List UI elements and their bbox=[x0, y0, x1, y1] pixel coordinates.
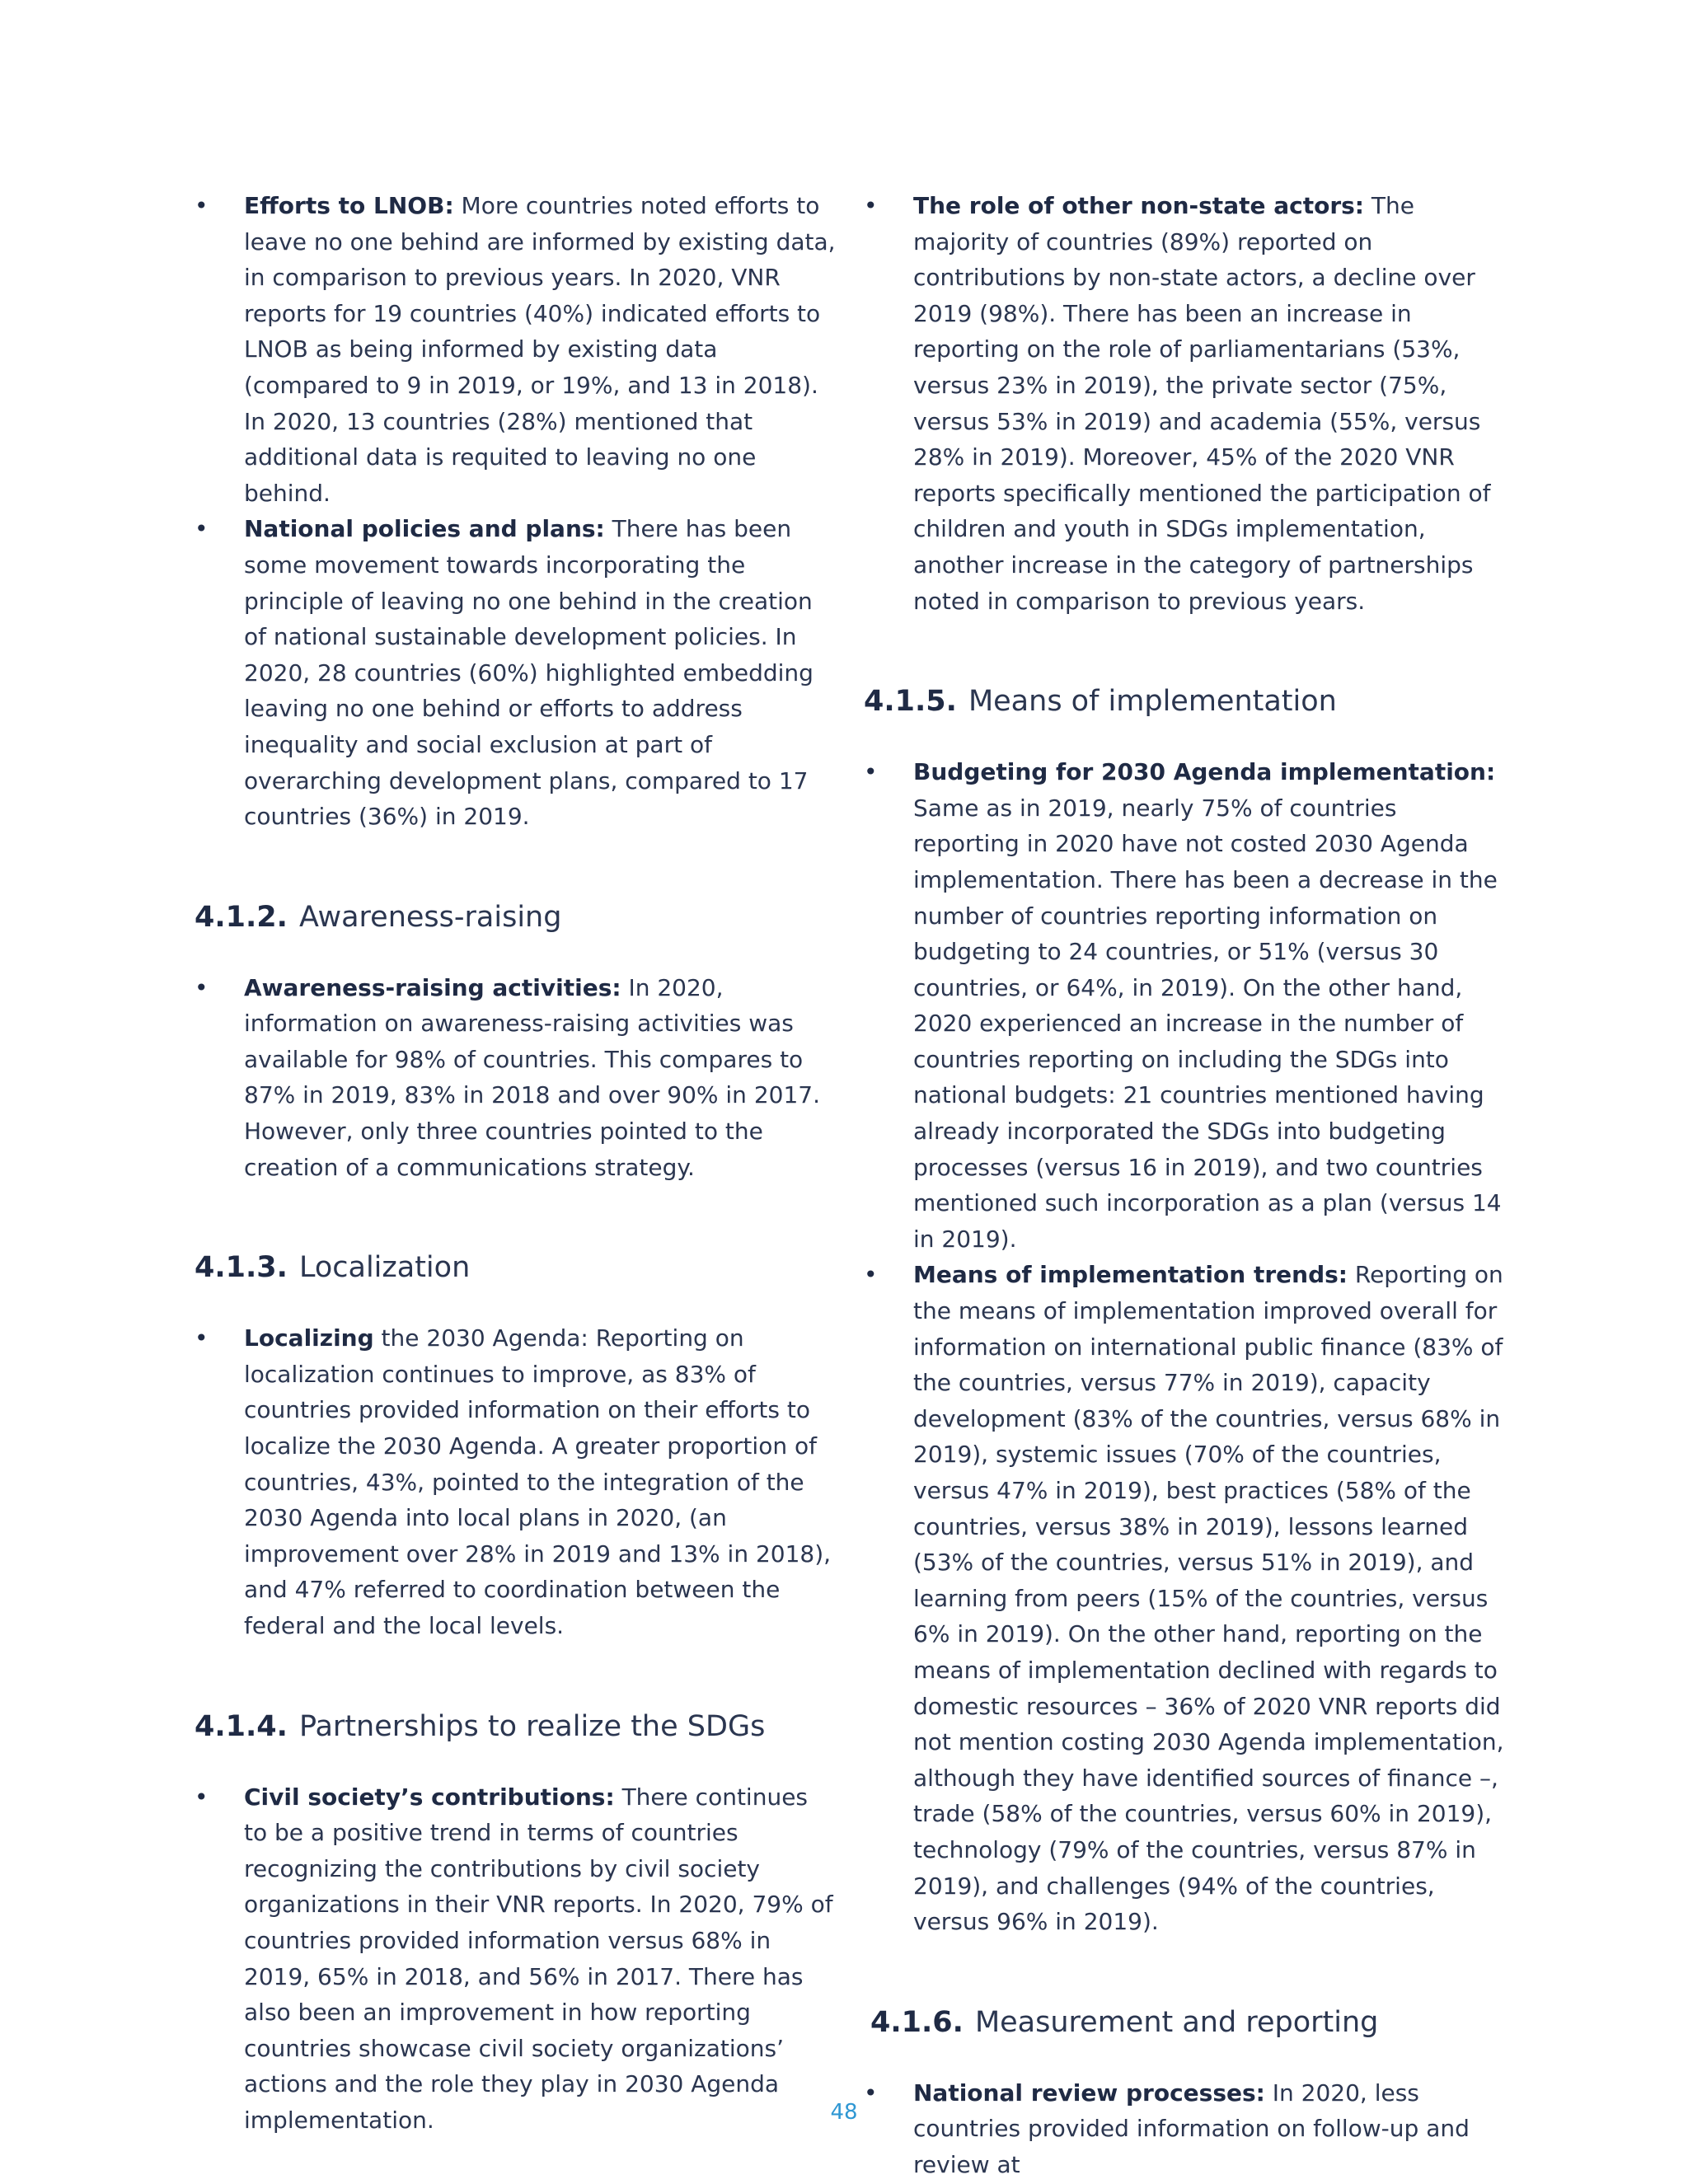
section-number: 4.1.6. bbox=[870, 2005, 964, 2039]
partnerships-list bbox=[195, 1779, 837, 2139]
bullet-text: More countries noted efforts to leave no one behind are informed by existing data, in comparison to previous years. In 2020, VNR reports for 19 countries (40%) indicated efforts to LNOB as being informed by existing data (compared to 9 in 2019, or 19%, and 13 in 2018). In 2020, 13 countries (28%) mentioned that additional data is requited to leaving no one behind. bbox=[244, 192, 836, 507]
bullet-text: Reporting on the means of implementation improved overall for information on international public finance (83% of the countries, versus 77% in 2019), capacity development (83% of the countries, versus 68% in 2019), systemic issues (70% of the countries, versus 47% in 2019), best practices (58% of the countries, versus 38% in 2019), lessons learned (53% of the countries, versus 51% in 2019), and learning from peers (15% of the countries, versus 6% in 2019). On the other hand, reporting on the means of implementation declined with regards to domestic resources – 36% of 2020 VNR reports did not mention costing 2030 Agenda implementation, although they have identified sources of finance –, trade (58% of the countries, versus 60% in 2019), technology (79% of the countries, versus 87% in 2019), and challenges (94% of the countries, versus 96% in 2019). bbox=[913, 1261, 1504, 1936]
bullet-lead: Awareness-raising activities: bbox=[244, 973, 621, 1001]
section-number: 4.1.3. bbox=[195, 1251, 288, 1285]
section-heading-4-1-3 bbox=[195, 1249, 837, 1286]
bullet-marker: • bbox=[195, 1324, 209, 1352]
bullet-text: Same as in 2019, nearly 75% of countries reporting in 2020 have not costed 2030 Agenda implementation. There has been a decrease in the number of countries reporting information on budgeting to 24 countries, or 51% (versus 30 countries, or 64%, in 2019). On the other hand, 2020 experienced an increase in the number of countries reporting on including the SDGs into national budgets: 21 countries mentioned having already incorporated the SDGs into budgeting processes (versus 16 in 2019), and two countries mentioned such incorporation as a plan (versus 14 in 2019). bbox=[913, 794, 1502, 1253]
bullet-lead: National policies and plans: bbox=[244, 515, 605, 543]
bullet-localizing bbox=[195, 1320, 837, 1643]
bullet-awareness-activities bbox=[195, 970, 837, 1186]
bullet-marker: • bbox=[864, 2079, 878, 2107]
localization-list bbox=[195, 1320, 837, 1643]
bullet-text: the 2030 Agenda: Reporting on localization continues to improve, as 83% of countries provided information on their efforts to localize the 2030 Agenda. A greater proportion of countries, 43%, pointed to the integration of the 2030 Agenda into local plans in 2020, (an improvement over 28% in 2019 and 13% in 2018), and 47% referred to coordination between the federal and the local levels. bbox=[244, 1324, 832, 1639]
section-title: Awareness-raising bbox=[298, 900, 562, 934]
bullet-text: The majority of countries (89%) reported on contributions by non-state actors, a decline over 2019 (98%). There has been an increase in reporting on the role of parliamentarians (53%, versus 23% in 2019), the private sector (75%, versus 53% in 2019) and academia (55%, versus 28% in 2019). Moreover, 45% of the 2020 VNR reports specifically mentioned the participation of children and youth in SDGs implementation, another increase in the category of partnerships noted in comparison to previous years. bbox=[913, 192, 1491, 615]
bullet-text: In 2020, information on awareness-raising activities was available for 98% of countries. This compares to 87% in 2019, 83% in 2018 and over 90% in 2017. However, only three countries pointed to the creation of a communications strategy. bbox=[244, 973, 820, 1181]
section-title: Means of implementation bbox=[968, 685, 1337, 719]
measurement-list bbox=[864, 2075, 1507, 2183]
bullet-means-trends bbox=[864, 1257, 1507, 1939]
section-heading-4-1-2 bbox=[195, 899, 837, 935]
section-number: 4.1.2. bbox=[195, 900, 288, 934]
awareness-list bbox=[195, 970, 837, 1186]
left-column bbox=[195, 188, 837, 2139]
bullet-lead: Budgeting for 2030 Agenda implementation: bbox=[913, 758, 1496, 786]
bullet-non-state-actors bbox=[864, 188, 1507, 619]
section-heading-4-1-4 bbox=[195, 1708, 837, 1745]
section-title: Localization bbox=[298, 1251, 471, 1285]
left-intro-list bbox=[195, 188, 837, 835]
bullet-national-review bbox=[864, 2075, 1507, 2183]
bullet-marker: • bbox=[195, 192, 209, 219]
bullet-civil-society bbox=[195, 1779, 837, 2139]
bullet-efforts-lnob bbox=[195, 188, 837, 511]
bullet-marker: • bbox=[195, 515, 209, 543]
section-number: 4.1.4. bbox=[195, 1709, 288, 1743]
section-heading-4-1-5 bbox=[864, 683, 1507, 719]
bullet-lead: National review processes: bbox=[913, 2079, 1265, 2107]
bullet-marker: • bbox=[195, 1783, 209, 1811]
bullet-marker: • bbox=[195, 973, 209, 1001]
section-heading-4-1-6 bbox=[864, 2004, 1507, 2041]
right-intro-list bbox=[864, 188, 1507, 619]
bullet-lead: Efforts to LNOB: bbox=[244, 192, 454, 219]
bullet-marker: • bbox=[864, 192, 878, 219]
bullet-marker: • bbox=[864, 1261, 878, 1289]
bullet-marker: • bbox=[864, 758, 878, 786]
bullet-lead: Localizing bbox=[244, 1324, 374, 1352]
section-title: Measurement and reporting bbox=[974, 2005, 1379, 2039]
bullet-budgeting bbox=[864, 754, 1507, 1257]
bullet-text: There has been some movement towards incorporating the principle of leaving no one behind in the creation of national sustainable development policies. In 2020, 28 countries (60%) highlighted embedding leaving no one behind or efforts to address inequality and social exclusion at part of overarching development plans, compared to 17 countries (36%) in 2019. bbox=[244, 515, 814, 831]
bullet-lead: Means of implementation trends: bbox=[913, 1261, 1348, 1289]
bullet-text: There continues to be a positive trend in terms of countries recognizing the contributions by civil society organizations in their VNR reports. In 2020, 79% of countries provided information versus 68% in 2019, 65% in 2018, and 56% in 2017. There has also been an improvement in how reporting countries showcase civil society organizations’ actions and the role they play in 2030 Agenda implementation. bbox=[244, 1783, 833, 2134]
bullet-text: In 2020, less countries provided information on follow-up and review at bbox=[913, 2079, 1470, 2178]
bullet-lead: Civil society’s contributions: bbox=[244, 1783, 615, 1811]
bullet-national-policies bbox=[195, 511, 837, 834]
section-title: Partnerships to realize the SDGs bbox=[298, 1709, 766, 1743]
page-number: 48 bbox=[830, 2100, 858, 2125]
means-list bbox=[864, 754, 1507, 1940]
section-number: 4.1.5. bbox=[864, 685, 957, 719]
right-column bbox=[864, 188, 1507, 2183]
bullet-lead: The role of other non-state actors: bbox=[913, 192, 1364, 219]
